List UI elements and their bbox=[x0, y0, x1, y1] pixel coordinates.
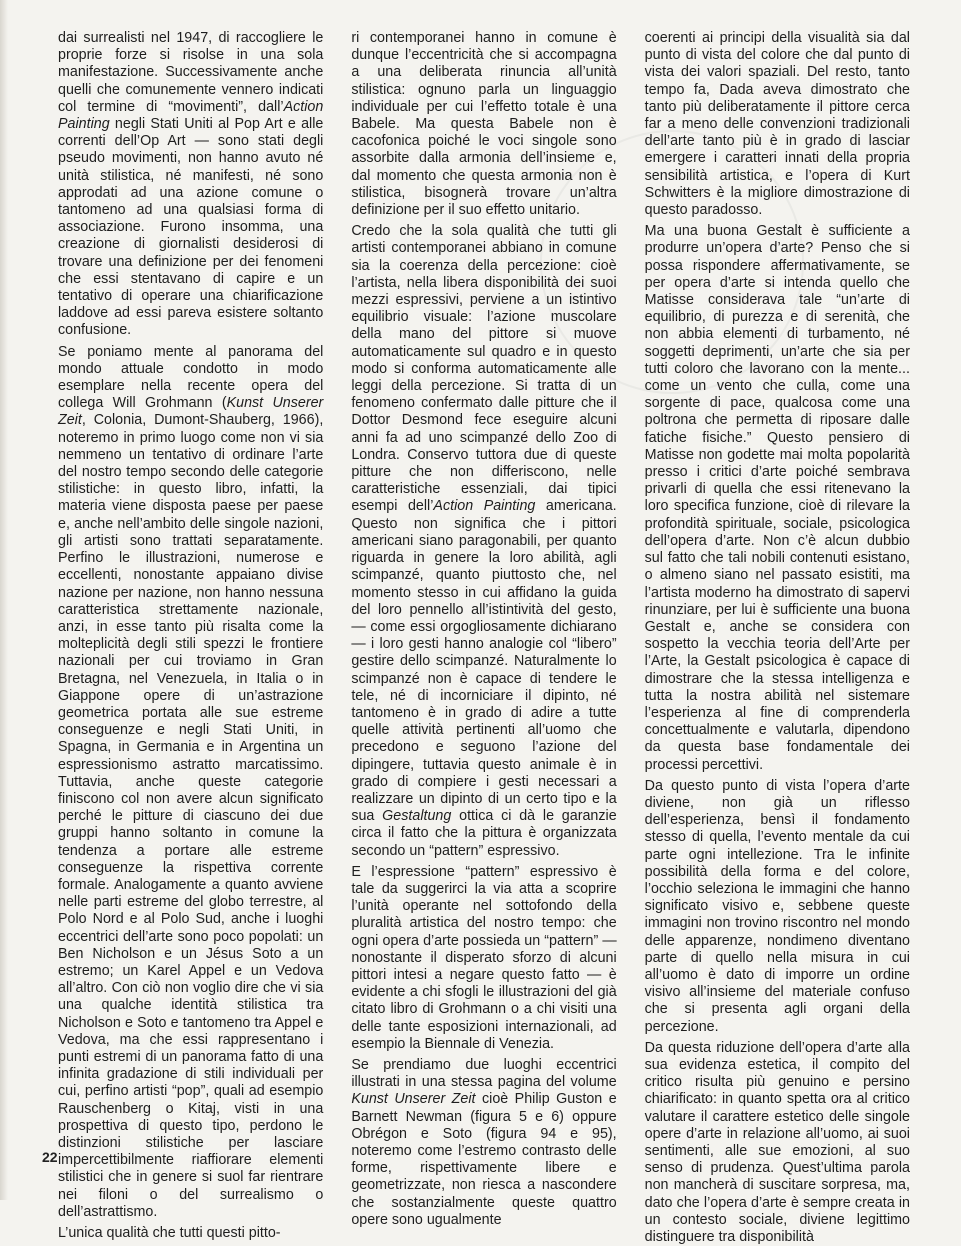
text-run: ri contemporanei hanno in comune è dunque l’eccentricità che si accompagna a una deliberata rinuncia all’unità stilistica: ognuno parla un linguaggio individuale per cui l’effetto totale è una Babele. Ma questa Babele non è cacofonica poiché le voci singole sono assorbite dalla armonia dell’insieme e, dal momento che questa armonia non è stilistica, bisognerà trovare un’altra definizione per il suo effetto unitario. bbox=[351, 30, 617, 219]
text-run: Da questo punto di vista l’opera d’arte diviene, non già un riflesso dell’esperienza, bensì il fondamento stesso di quella, l’evento mentale da cui parte ogni intellezione. Tra le infinite possibilità della forma e del colore, l’occhio seleziona le immagini che hanno significato visivo e, sebbene queste immagini non trovino riscontro nel mondo delle apparenze, nondimeno diventano parte di quello nella misura in cui all’uomo è dato di imporre un ordine visivo all’insieme del materiale confuso che si presenta agli organi della percezione. bbox=[644, 777, 910, 1035]
text-run: Se prendiamo due luoghi eccentrici illustrati in una stessa pagina del volume bbox=[351, 1056, 617, 1091]
paragraph bbox=[645, 30, 910, 219]
text-run: L’unica qualità che tutti questi pitto- bbox=[58, 1225, 281, 1242]
text-run: Ma una buona Gestalt è sufficiente a produrre un’opera d’arte? Penso che si possa rispondere affermativamente, se per opera d’arte si intenda quello che Matisse considerava tale “un’arte di equilibrio, di purezza e di serenità, che non abbia elementi di turbamento, né soggetti deprimenti, un’arte che sia per tutti coloro che lavorano con la mente... come un vento che culla, come una sorgente di pace, qualcosa come una poltrona che permetta di riposare dalle fatiche fisiche.” Questo pensiero di Matisse non godette mai molta popolarità presso i critici d’arte poiché sembrava privarli di quella che essi ritenevano la loro specifica funzione, cioè di rilevare la profondità spirituale, sociale, psicologica dell’opera d’arte. Non c’è alcun dubbio sul fatto che tali nobili contenuti esistano, o almeno siano nel passato esistiti, ma l’artista moderno ha dimostrato di sapervi rinunziare, per lui è sufficiente una buona Gestalt e, anche se considera con sospetto la vecchia teoria dell’Arte per l’Arte, la Gestalt psicologica è capace di dimostrare che la stessa intelligenza e tutta la nostra abilità nel sistemare l’esperienza al fine di comprenderla concettualmente e valutarla, dipendono da questa base fondamentale dei processi percettivi. bbox=[644, 223, 910, 773]
paragraph bbox=[58, 344, 323, 1221]
paragraph bbox=[351, 30, 616, 219]
paragraph bbox=[645, 223, 910, 774]
paragraph bbox=[351, 1057, 616, 1229]
paragraph bbox=[645, 1040, 910, 1246]
paragraph bbox=[58, 30, 323, 340]
italic-title: Action Painting bbox=[433, 498, 536, 515]
article-body bbox=[58, 30, 910, 1246]
text-run: coerenti ai principi della visualità sia dal punto di vista del colore che dal punto di vista dei valori spaziali. Del resto, tanto tempo fa, Dada aveva dimostrato che tanto più deliberatamente il pittore cerca far a meno delle convenzioni tradizionali dell’arte tanto più è in grado di lasciar emergere i caratteri innati della propria sensibilità artistica, e l’opera di Kurt Schwitters è la migliore dimostrazione di questo paradosso. bbox=[644, 30, 910, 219]
paragraph bbox=[351, 864, 616, 1053]
page-edge-shadow bbox=[0, 0, 8, 1200]
text-run: Se poniamo mente al panorama del mondo attuale condotto in modo esemplare nella recente opera del collega Will Grohmann ( bbox=[58, 343, 324, 412]
text-run: cioè Philip Guston e Barnett Newman (figura 5 e 6) oppure Obrégon e Soto (figura 94 e 95), noteremo come l’estremo contrasto delle forme, rispettivamente libere e geometrizzate, non riesca a nascondere che sostanzialmente queste quattro opere sono ugualmente bbox=[351, 1091, 617, 1228]
italic-title: Kunst Unserer Zeit bbox=[351, 1091, 476, 1108]
text-run: , Colonia, Dumont-Shauberg, 1966), noteremo in primo luogo come non vi sia nemmeno un tentativo di ordinare l’arte del nostro tempo secondo delle categorie stilistiche: in questo libro, infatti, la materia viene disposta paese per paese e, anche nell’ambito delle singole nazioni, gli artisti sono trattati separatamente. Perfino le illustrazioni, numerose e eccellenti, nonostante appaiano divise nazione per nazione, non hanno nessuna caratteristica strettamente nazionale, anzi, in esse tanto più risalta come la molteplicità degli stili spezzi le frontiere nazionali per cui troviamo in Gran Bretagna, nel Venezuela, in Italia o in Giappone opere di un’astrazione geometrica portata alle sue estreme conseguenze e negli Stati Uniti, in Spagna, in Germania e in Argentina un espressionismo astratto marcatissimo. Tuttavia, anche queste categorie finiscono col non avere alcun significato perché le pitture di ciascuno dei due gruppi hanno soltanto in comune la tendenza a portare alle estreme conseguenze la rispettiva corrente formale. Analogamente a quanto avviene nelle parti estreme del globo terrestre, al Polo Nord e al Polo Sud, anche i luoghi eccentrici dell’arte sono poco popolati: un Ben Nicholson e un Jésus Soto a un estremo; un Karel Appel e un Vedova all’altro. Con ciò non voglio dire che vi sia una qualche identità stilistica tra Nicholson e Soto e tantomeno tra Appel e Vedova, ma che essi rappresentano i punti estremi di un panorama fatto di una infinita gradazione di stili individuali per cui, perfino artisti “pop”, quali ad esempio Rauschenberg o Kitaj, visti in una prospettiva di questo tipo, perdono le distinzioni stilistiche per lasciare impercettibilmente riaffiorare elementi stilistici che in genere si suol far rientrare nei filoni o del surrealismo o dell’astrattismo. bbox=[58, 412, 324, 1220]
text-run: Credo che la sola qualità che tutti gli artisti contemporanei abbiano in comune sia la coerenza della percezione: cioè l’artista, nella libera disponibilità dei suoi mezzi espressivi, perviene a un istintivo equilibrio visuale: l’azione muscolare della mano del pittore si muove automaticamente sul quadro e in questo modo si conforma automaticamente alle leggi della percezione. Si tratta di un fenomeno confermato dalle pitture che il Dottor Desmond fece eseguire alcuni anni fa ad uno scimpanzé dello Zoo di Londra. Conservo tuttora due di queste pitture che non differiscono, nelle caratteristiche essenziali, dai tipici esempi dell’ bbox=[351, 223, 617, 515]
paragraph bbox=[351, 223, 616, 860]
paragraph bbox=[645, 778, 910, 1036]
italic-title: Action Painting bbox=[58, 98, 324, 133]
text-run: dai surrealisti nel 1947, di raccogliere le proprie forze si risolse in una sola manifestazione. Successivamente anche quelli che comunemente vennero indicati col termine di “movimenti”, dall’ bbox=[58, 30, 324, 115]
text-run: ottica ci dà le garanzie circa il fatto che la pittura è organizzata secondo un “pattern” espressivo. bbox=[351, 808, 617, 859]
column-2 bbox=[351, 30, 617, 1228]
text-run: Da questa riduzione dell’opera d’arte alla sua evidenza estetica, il compito del critico risulta più genuino e persino chiarificato: in quanto spetta ora al critico valutare il carattere estetico delle singole opere d’arte in relazione all’uomo, ai suoi sentimenti, alle sue emozioni, al suo senso di prudenza. Quest’ultima parola non mancherà di suscitare sorpresa, ma, dato che l’opera d’arte è sempre creata in un contesto sociale, diviene legittimo distinguere tra disponibilità bbox=[644, 1039, 910, 1246]
italic-title: Kunst Unserer Zeit bbox=[58, 395, 324, 429]
page-number: 22 bbox=[42, 1149, 58, 1165]
text-run: E l’espressione “pattern” espressivo è tale da suggerirci la via atta a scoprire l’unità operante nel sottofondo della pluralità artistica del nostro tempo: che ogni opera d’arte possieda un “pattern” — nonostante il disperato sforzo di alcuni pittori intesi a negare questo fatto — è evidente a chi sfogli le illustrazioni del già citato libro di Grohmann o a chi visiti una delle tante esposizioni internazionali, ad esempio la Biennale di Venezia. bbox=[351, 863, 617, 1052]
column-3 bbox=[644, 30, 910, 1246]
text-run: negli Stati Uniti al Pop Art e alle correnti dell’Op Art — sono stati degli pseudo movimenti, non hanno avuto né unità stilistica, né manifesti, né sono approdati ad una azione comune o tantomeno ad una qualsiasi forma di associazione. Furono insomma, una creazione di giornalisti desiderosi di trovare una definizione per dei fenomeni che essi stentavano di capire e un tentativo di operare una chiarificazione laddove ad essi pareva esistere soltanto confusione. bbox=[58, 116, 324, 339]
column-1 bbox=[58, 30, 324, 1242]
paragraph bbox=[58, 1225, 323, 1242]
italic-title: Gestaltung bbox=[382, 808, 452, 825]
text-run: americana. Questo non significa che i pittori americani siano paragonabili, per quanto riguarda in genere la loro abilità, agli scimpanzé, quanto piuttosto che, nel momento stesso in cui affidano la guida del loro pennello all’istintività del gesto, — come essi orgogliosamente dichiarano — i loro gesti hanno analogie col “libero” gestire dello scimpanzé. Naturalmente lo scimpanzé non è capace di tendere le tele, né di incorniciare il dipinto, né tantomeno è in grado di adire a tutte quelle attività pertinenti all’uomo che precedono e seguono l’azione del dipingere, tuttavia questo animale è in grado di compiere i gesti necessari a realizzare un dipinto di un certo tipo e la sua bbox=[351, 498, 617, 825]
